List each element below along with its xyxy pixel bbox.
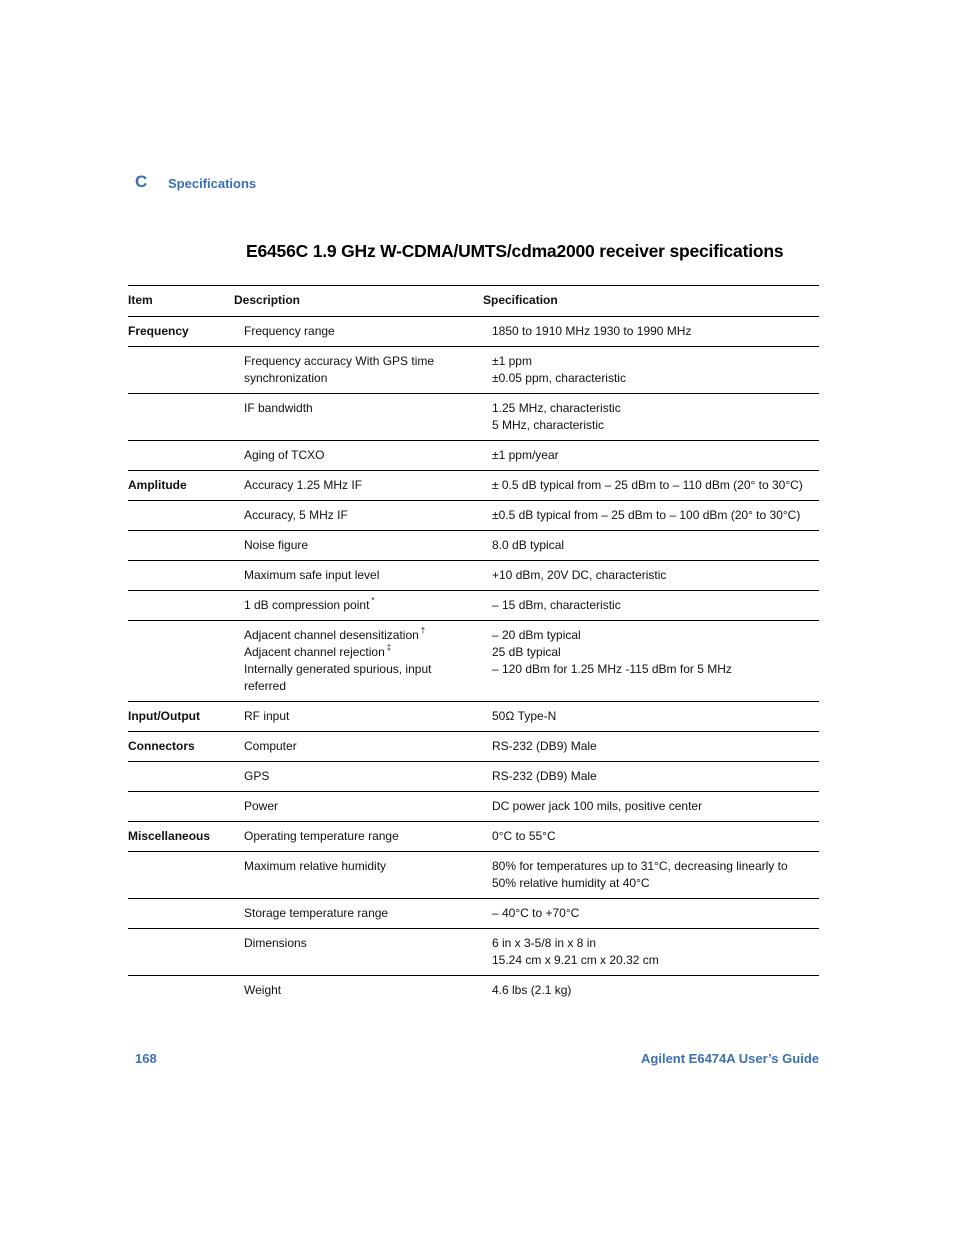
row-specification — [483, 501, 819, 531]
description-line — [244, 768, 483, 785]
table-row — [128, 621, 819, 702]
description-text: Operating temperature range — [244, 829, 399, 843]
row-specification — [483, 929, 819, 976]
specification-line: DC power jack 100 mils, positive center — [492, 799, 703, 813]
row-specification — [483, 976, 819, 1006]
description-line — [244, 537, 483, 554]
specification-line: RS-232 (DB9) Male — [492, 769, 597, 783]
description-line — [244, 477, 483, 494]
description-text: RF input — [244, 709, 290, 723]
description-text: synchronization — [244, 371, 328, 385]
guide-title: Agilent E6474A User’s Guide — [641, 1051, 819, 1066]
description-line — [244, 982, 483, 999]
specification-line: 80% for temperatures up to 31°C, decreasing linearly to — [492, 859, 788, 873]
page-number: 168 — [135, 1051, 157, 1066]
description-text: Noise figure — [244, 538, 309, 552]
description-line — [244, 708, 483, 725]
specification-line: 50% relative humidity at 40°C — [492, 876, 650, 890]
column-header-description: Description — [128, 286, 483, 317]
table-row — [128, 441, 819, 471]
row-specification — [483, 471, 819, 501]
row-specification — [483, 792, 819, 822]
chapter-title: Specifications — [168, 176, 257, 191]
description-line — [244, 323, 483, 340]
table-row — [128, 591, 819, 621]
specification-line: RS-232 (DB9) Male — [492, 739, 597, 753]
description-text: GPS — [244, 769, 270, 783]
table-row — [128, 852, 819, 899]
table-row — [128, 501, 819, 531]
table-row — [128, 792, 819, 822]
row-description — [128, 531, 483, 561]
row-description — [128, 347, 483, 394]
specification-line: ± 0.5 dB typical from – 25 dBm to – 110 dBm (20° to 30°C) — [492, 478, 803, 492]
specification-line: ±1 ppm — [492, 354, 532, 368]
row-specification — [483, 561, 819, 591]
description-line — [244, 828, 483, 845]
description-text: Weight — [244, 983, 282, 997]
specification-line: 25 dB typical — [492, 645, 561, 659]
description-text: Maximum safe input level — [244, 568, 380, 582]
description-line — [244, 370, 483, 387]
specification-line: – 40°C to +70°C — [492, 906, 580, 920]
description-text: Adjacent channel rejection — [244, 645, 385, 659]
row-description — [128, 561, 483, 591]
row-description — [128, 501, 483, 531]
row-description — [128, 976, 483, 1006]
specification-line: – 20 dBm typical — [492, 628, 581, 642]
row-specification — [483, 822, 819, 852]
specification-line: – 120 dBm for 1.25 MHz -115 dBm for 5 MHz — [492, 662, 732, 676]
row-description — [128, 441, 483, 471]
specification-line: 6 in x 3-5/8 in x 8 in — [492, 936, 597, 950]
row-specification — [483, 394, 819, 441]
row-specification — [483, 441, 819, 471]
table-header-row: Item Description Specification — [128, 286, 819, 317]
specification-line: – 15 dBm, characteristic — [492, 598, 621, 612]
description-line — [244, 858, 483, 875]
table-row — [128, 531, 819, 561]
footnote-marker: * — [371, 596, 375, 605]
specification-line: +10 dBm, 20V DC, characteristic — [492, 568, 667, 582]
table-row: Miscellaneous Operating temperature range 0°C to 55°C — [128, 822, 819, 852]
row-specification — [483, 317, 819, 347]
specification-line: 4.6 lbs (2.1 kg) — [492, 983, 572, 997]
specification-line: ±0.05 ppm, characteristic — [492, 371, 626, 385]
table-row: Connectors Computer RS-232 (DB9) Male — [128, 732, 819, 762]
row-description — [128, 621, 483, 702]
column-header-specification: Specification — [483, 286, 819, 317]
description-line — [244, 353, 483, 370]
description-line — [244, 507, 483, 524]
row-description — [128, 394, 483, 441]
row-specification — [483, 347, 819, 394]
description-line — [244, 678, 483, 695]
description-line — [244, 400, 483, 417]
description-text: Power — [244, 799, 279, 813]
row-specification — [483, 702, 819, 732]
specification-line: ±0.5 dB typical from – 25 dBm to – 100 dBm (20° to 30°C) — [492, 508, 801, 522]
row-specification — [483, 591, 819, 621]
footnote-marker: † — [420, 626, 426, 635]
description-line — [244, 627, 483, 644]
description-text: Frequency range — [244, 324, 335, 338]
specification-line: ±1 ppm/year — [492, 448, 559, 462]
row-specification — [483, 899, 819, 929]
chapter-letter: C — [135, 172, 148, 191]
table-row — [128, 347, 819, 394]
row-description — [128, 852, 483, 899]
description-line — [244, 905, 483, 922]
row-description — [128, 792, 483, 822]
footnote-marker: ‡ — [386, 643, 392, 652]
description-line — [244, 798, 483, 815]
table-row — [128, 394, 819, 441]
description-text: Computer — [244, 739, 297, 753]
table-row — [128, 929, 819, 976]
specification-line: 1.25 MHz, characteristic — [492, 401, 621, 415]
specification-line: 1850 to 1910 MHz 1930 to 1990 MHz — [492, 324, 692, 338]
description-text: 1 dB compression point — [244, 598, 370, 612]
table-body — [128, 317, 819, 1006]
description-line — [244, 738, 483, 755]
description-text: IF bandwidth — [244, 401, 313, 415]
description-line — [244, 935, 483, 952]
table-row: Frequency Frequency range 1850 to 1910 MHz 1930 to 1990 MHz — [128, 317, 819, 347]
page-title: E6456C 1.9 GHz W-CDMA/UMTS/cdma2000 receiver specifications — [246, 241, 784, 261]
specification-line: 0°C to 55°C — [492, 829, 556, 843]
table-row — [128, 976, 819, 1006]
table-row: Amplitude Accuracy 1.25 MHz IF ± 0.5 dB typical from – 25 dBm to – 110 dBm (20° to 30°C) — [128, 471, 819, 501]
row-specification — [483, 531, 819, 561]
description-text: referred — [244, 679, 287, 693]
row-description — [128, 899, 483, 929]
description-text: Accuracy 1.25 MHz IF — [244, 478, 363, 492]
description-text: Dimensions — [244, 936, 307, 950]
specifications-table — [128, 285, 819, 1005]
row-specification — [483, 762, 819, 792]
specification-line: 8.0 dB typical — [492, 538, 565, 552]
description-text: Maximum relative humidity — [244, 859, 387, 873]
description-line — [244, 661, 483, 678]
row-description — [128, 929, 483, 976]
description-line — [244, 644, 483, 661]
row-specification — [483, 621, 819, 702]
specification-line: 15.24 cm x 9.21 cm x 20.32 cm — [492, 953, 659, 967]
specification-line: 5 MHz, characteristic — [492, 418, 605, 432]
description-text: Adjacent channel desensitization — [244, 628, 419, 642]
table-row — [128, 561, 819, 591]
description-text: Internally generated spurious, input — [244, 662, 432, 676]
row-specification — [483, 732, 819, 762]
description-line — [244, 447, 483, 464]
row-description — [128, 591, 483, 621]
table-row — [128, 762, 819, 792]
description-line — [244, 567, 483, 584]
description-text: Aging of TCXO — [244, 448, 325, 462]
specification-line: 50Ω Type-N — [492, 709, 557, 723]
description-text: Storage temperature range — [244, 906, 389, 920]
row-specification — [483, 852, 819, 899]
table-row: Input/Output RF input 50Ω Type-N — [128, 702, 819, 732]
row-description — [128, 762, 483, 792]
description-line — [244, 597, 483, 614]
description-text: Accuracy, 5 MHz IF — [244, 508, 348, 522]
description-text: Frequency accuracy With GPS time — [244, 354, 435, 368]
table-row — [128, 899, 819, 929]
